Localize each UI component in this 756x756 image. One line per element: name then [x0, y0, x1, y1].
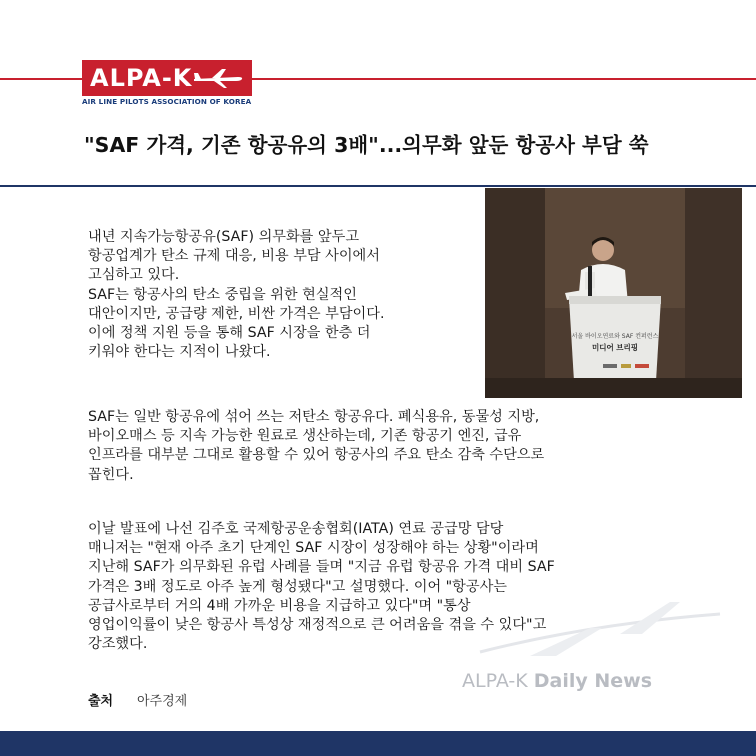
article-headline: "SAF 가격, 기존 항공유의 3배"...의무화 앞둔 항공사 부담 쑥: [84, 133, 649, 157]
source-value[interactable]: 아주경제: [137, 694, 188, 709]
body-line: 지난해 SAF가 의무화된 유럽 사례를 들며 "지금 유럽 항공유 가격 대비 SAF: [88, 559, 555, 576]
banner-line-1: 서울 바이오연료와 SAF 컨퍼런스: [571, 333, 659, 340]
body-line: SAF는 일반 항공유에 섞어 쓰는 저탄소 항공유다. 폐식용유, 동물성 지방,: [88, 409, 540, 425]
footer-navy-bar: [0, 731, 756, 756]
lead-line: 고심하고 있다.: [88, 267, 180, 284]
lead-line: 이에 정책 지원 등을 통해 SAF 시장을 한층 더: [88, 325, 371, 342]
lead-line: 내년 지속가능항공유(SAF) 의무화를 앞두고: [88, 229, 360, 245]
body-line: 꼽힌다.: [88, 466, 134, 483]
banner-line-2: 미디어 브리핑: [591, 343, 639, 352]
daily-news-watermark: [462, 670, 652, 692]
airplane-icon: [192, 67, 244, 89]
logo-subtitle: AIR LINE PILOTS ASSOCIATION OF KOREA: [82, 97, 252, 106]
lead-line: 항공업계가 탄소 규제 대응, 비용 부담 사이에서: [88, 248, 380, 265]
briefing-photo-scene: [485, 188, 742, 398]
source-label: 출처: [88, 694, 114, 709]
body-line: 바이오매스 등 지속 가능한 원료로 생산하는데, 기존 항공기 엔진, 급유: [88, 428, 522, 445]
watermark-prefix: ALPA-K: [462, 670, 534, 692]
body-paragraph-2: [88, 408, 708, 485]
body-paragraph-3: [88, 520, 708, 654]
body-line: 강조했다.: [88, 636, 148, 653]
alpa-k-logo[interactable]: [82, 60, 252, 96]
body-line: 인프라를 대부분 그대로 활용할 수 있어 항공사의 주요 탄소 감축 수단으로: [88, 447, 545, 464]
body-line: 매니저는 "현재 아주 초기 단계인 SAF 시장이 성장해야 하는 상황"이라며: [88, 540, 539, 557]
body-line: 공급사로부터 거의 4배 가까운 비용을 지급하고 있다"며 "통상: [88, 597, 471, 614]
lead-line: 대안이지만, 공급량 제한, 비싼 가격은 부담이다.: [88, 305, 385, 322]
body-line: 영업이익률이 낮은 항공사 특성상 재정적으로 큰 어려움을 겪을 수 있다"고: [88, 617, 547, 634]
body-line: 이날 발표에 나선 김주호 국제항공운송협회(IATA) 연료 공급망 담당: [88, 521, 504, 537]
watermark-suffix: Daily News: [533, 670, 653, 692]
lead-line: SAF는 항공사의 탄소 중립을 위한 현실적인: [88, 286, 357, 303]
body-line: 가격은 3배 정도로 아주 높게 형성됐다"고 설명했다. 이어 "항공사는: [88, 578, 508, 595]
headline-navy-rule: [0, 185, 756, 187]
logo-text: ALPA-K: [90, 64, 193, 92]
lead-line: 키워야 한다는 지적이 나왔다.: [88, 344, 271, 361]
lead-paragraph: [88, 228, 480, 362]
briefing-photo: [485, 188, 742, 398]
